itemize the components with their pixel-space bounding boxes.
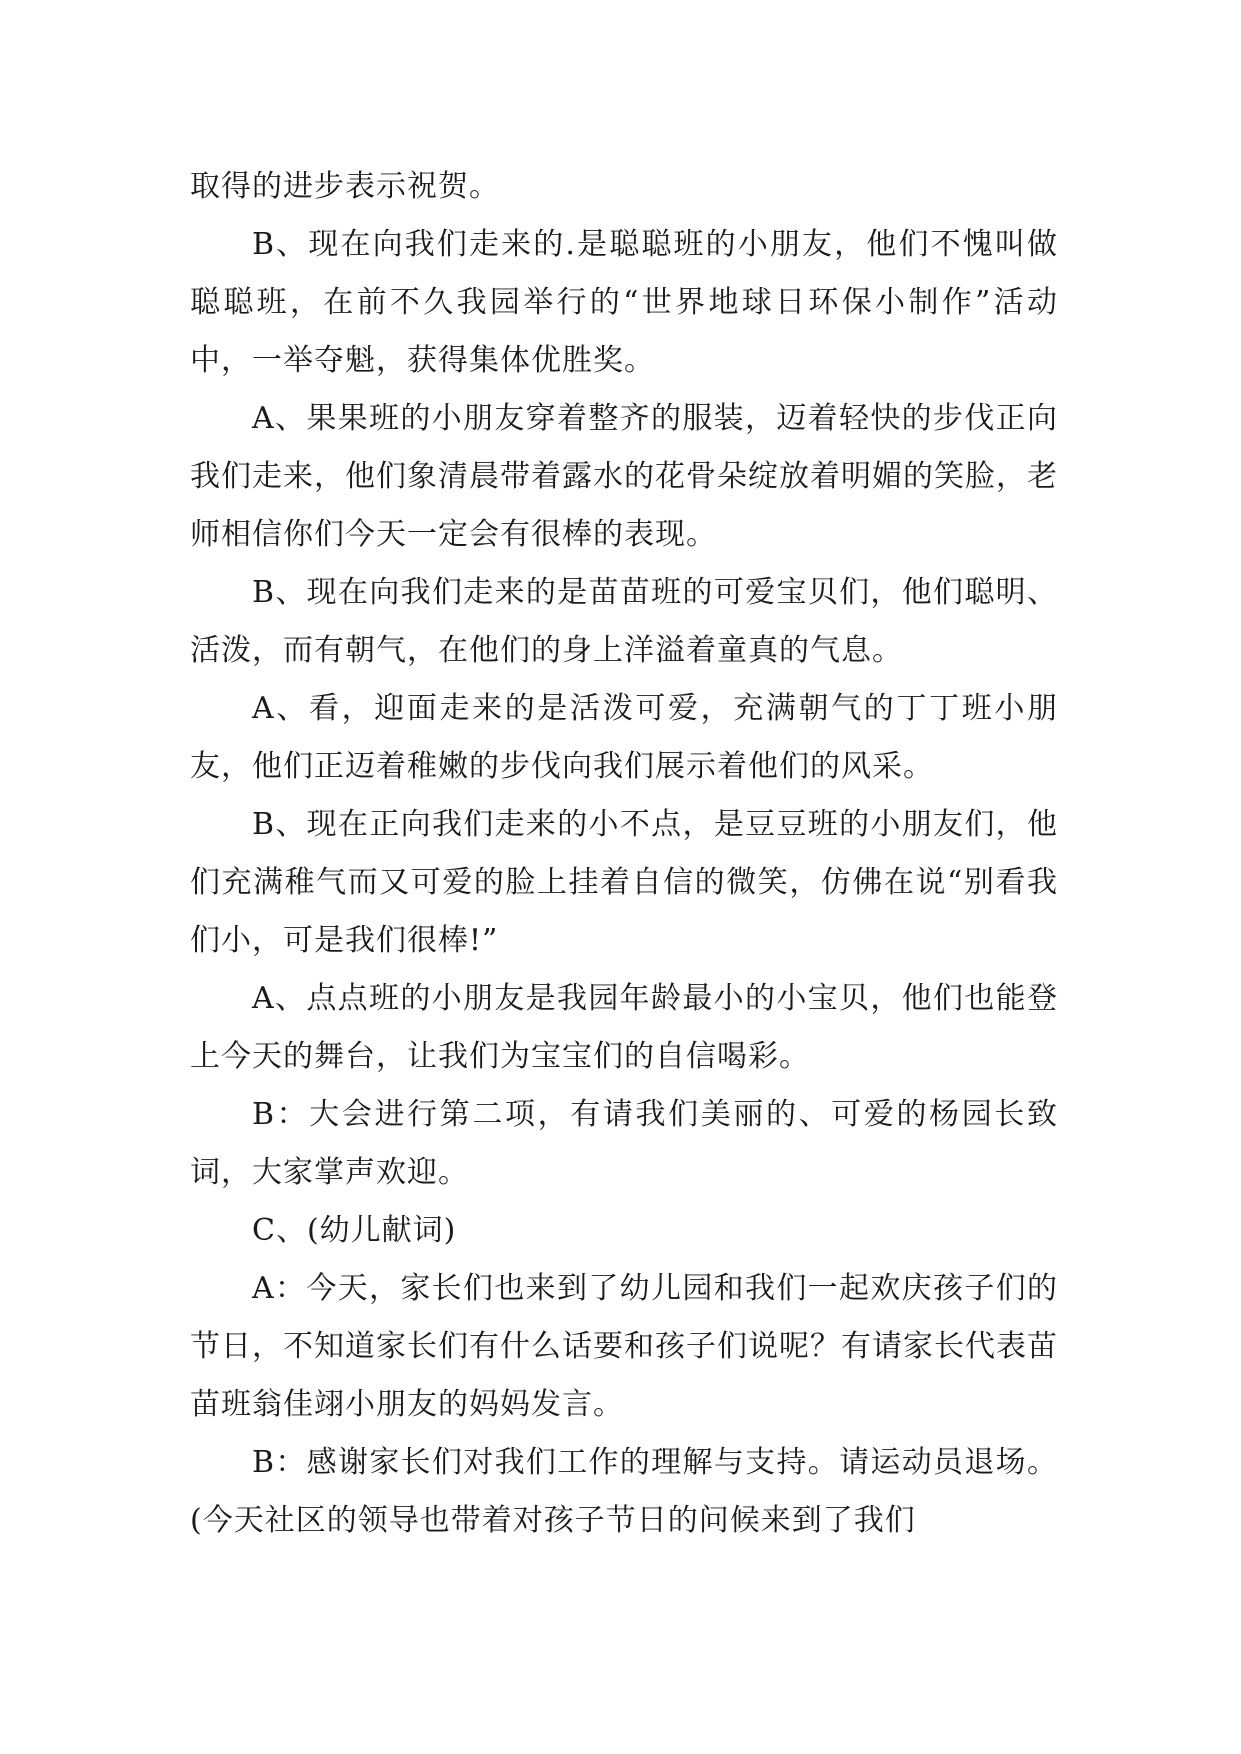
document-body (190, 158, 1058, 1550)
paragraph-thanks-parents: B：感谢家长们对我们工作的理解与支持。请运动员退场。(今天社区的领导也带着对孩子节日的问候来到了我们 (190, 1445, 1058, 1538)
paragraph-principal-speech: B：大会进行第二项，有请我们美丽的、可爱的杨园长致词，大家掌声欢迎。 (190, 1097, 1058, 1190)
paragraph-miaomiao-class: B、现在向我们走来的是苗苗班的可爱宝贝们，他们聪明、活泼，而有朝气，在他们的身上洋溢着童真的气息。 (190, 575, 1058, 668)
paragraph-congcong-class: B、现在向我们走来的.是聪聪班的小朋友，他们不愧叫做聪聪班，在前不久我园举行的“世界地球日环保小制作”活动中，一举夺魁，获得集体优胜奖。 (190, 227, 1058, 378)
paragraph-continuation: 取得的进步表示祝贺。 (190, 169, 500, 204)
paragraph-doudou-class: B、现在正向我们走来的小不点，是豆豆班的小朋友们，他们充满稚气而又可爱的脸上挂着自信的微笑，仿佛在说“别看我们小，可是我们很棒!” (190, 807, 1058, 958)
paragraph-dingding-class: A、看，迎面走来的是活泼可爱，充满朝气的丁丁班小朋友，他们正迈着稚嫩的步伐向我们展示着他们的风采。 (190, 691, 1058, 784)
paragraph-guoguo-class: A、果果班的小朋友穿着整齐的服装，迈着轻快的步伐正向我们走来，他们象清晨带着露水的花骨朵绽放着明媚的笑脸，老师相信你们今天一定会有很棒的表现。 (190, 401, 1058, 552)
paragraph-parent-speech: A：今天，家长们也来到了幼儿园和我们一起欢庆孩子们的节日，不知道家长们有什么话要和孩子们说呢？有请家长代表苗苗班翁佳翊小朋友的妈妈发言。 (190, 1271, 1058, 1422)
paragraph-diandian-class: A、点点班的小朋友是我园年龄最小的小宝贝，他们也能登上今天的舞台，让我们为宝宝们的自信喝彩。 (190, 981, 1058, 1074)
paragraph-child-tribute: C、(幼儿献词) (252, 1213, 457, 1248)
